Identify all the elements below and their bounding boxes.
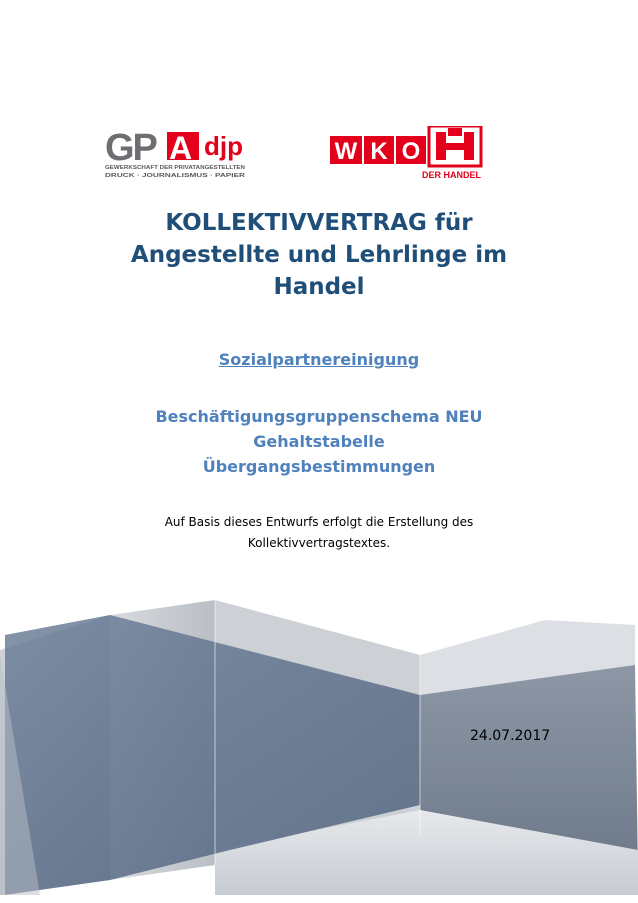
gpa-logo-mark: GP	[105, 127, 156, 169]
title-line-3: Handel	[273, 274, 365, 300]
title-line-2: Angestellte und Lehrlinge im	[130, 242, 508, 268]
topic-item-2: Gehaltstabelle	[253, 432, 385, 451]
wko-logo	[330, 126, 490, 182]
wko-caption: DER HANDEL	[421, 170, 481, 180]
wko-letter-o: O	[401, 138, 421, 165]
cover-graphic	[0, 595, 638, 903]
basis-note	[80, 512, 558, 554]
wko-letter-w: W	[334, 138, 358, 165]
gpa-logo-line2: DRUCK · JOURNALISMUS · PAPIER	[105, 173, 245, 179]
note-line-2: Kollektivvertragstextes.	[247, 536, 391, 550]
topic-list	[60, 404, 578, 479]
document-title	[60, 207, 578, 303]
topic-item-3: Übergangsbestimmungen	[202, 457, 436, 476]
note-line-1: Auf Basis dieses Entwurfs erfolgt die Erstellung des	[164, 515, 474, 529]
wko-letter-k: K	[370, 138, 388, 165]
topic-item-1: Beschäftigungsgruppenschema NEU	[155, 407, 483, 426]
document-subtitle: Sozialpartnereinigung	[218, 350, 420, 369]
title-line-1: KOLLEKTIVVERTRAG für	[165, 210, 473, 236]
document-date: 24.07.2017	[470, 728, 551, 744]
gpa-logo-line1: GEWERKSCHAFT DER PRIVATANGESTELLTEN	[105, 165, 245, 171]
handel-emblem-icon	[429, 126, 481, 166]
gpa-djp-logo	[105, 126, 280, 182]
gpa-logo-a: A	[169, 130, 193, 166]
djp-logo: djp	[204, 131, 243, 161]
